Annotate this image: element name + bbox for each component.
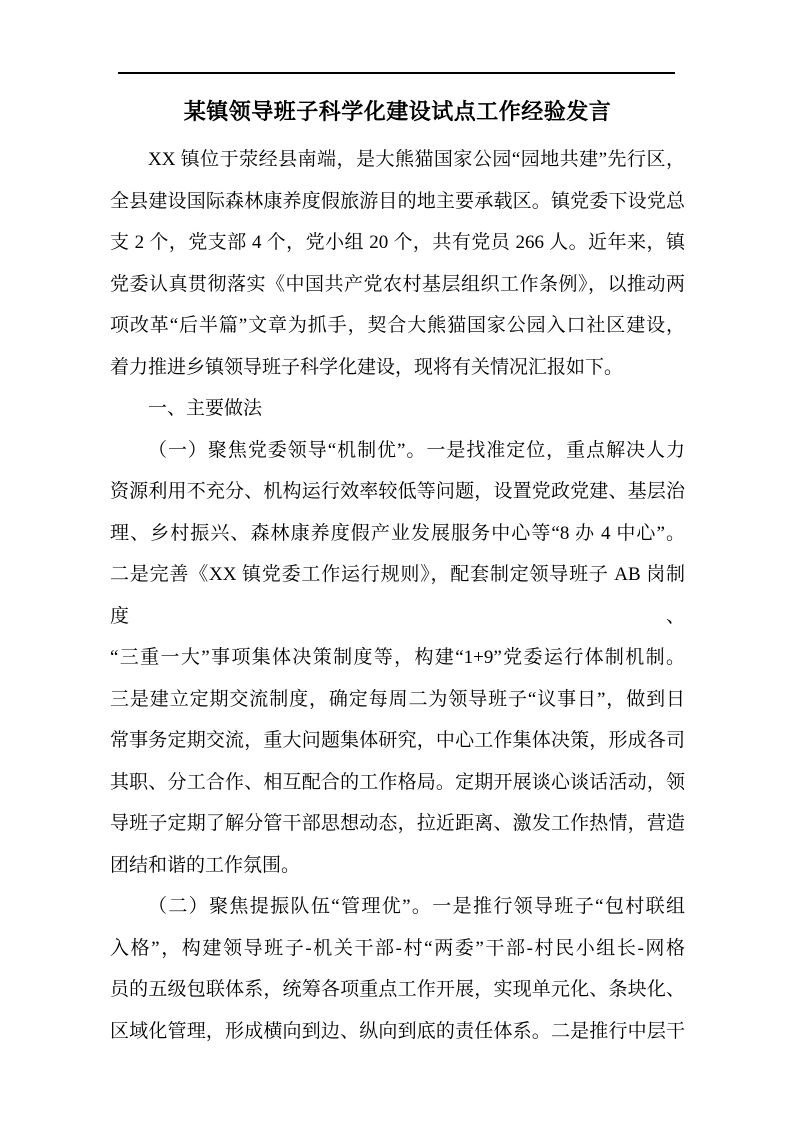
text-line: 导班子定期了解分管干部思想动态，拉近距离、激发工作热情，营造 bbox=[110, 813, 685, 834]
section-heading bbox=[110, 388, 685, 430]
text-line: 着力推进乡镇领导班子科学化建设，现将有关情况汇报如下。 bbox=[110, 356, 624, 378]
document-title: 某镇领导班子科学化建设试点工作经验发言 bbox=[183, 99, 612, 124]
text-line: 其职、分工合作、相互配合的工作格局。定期开展谈心谈话活动，领 bbox=[110, 771, 685, 793]
text-line: 员的五级包联体系，统筹各项重点工作开展，实现单元化、条块化、 bbox=[110, 979, 685, 1000]
text-line: 理、乡村振兴、森林康养度假产业发展服务中心等“8 办 4 中心”。 bbox=[110, 522, 685, 544]
paragraph bbox=[110, 886, 685, 1052]
text-line: 支 2 个，党支部 4 个，党小组 20 个，共有党员 266 人。近年来，镇 bbox=[110, 232, 685, 253]
text-line: XX 镇位于荥经县南端，是大熊猫国家公园“园地共建”先行区， bbox=[148, 149, 685, 170]
document-body bbox=[110, 139, 685, 1052]
text-line: 党委认真贯彻落实《中国共产党农村基层组织工作条例》，以推动两 bbox=[110, 273, 685, 295]
text-line: 常事务定期交流，重大问题集体研究，中心工作集体决策，形成各司 bbox=[110, 730, 685, 751]
text-line: 全县建设国际森林康养度假旅游目的地主要承载区。镇党委下设党总 bbox=[110, 190, 685, 212]
text-line: 入格”，构建领导班子-机关干部-村“两委”干部-村民小组长-网格 bbox=[110, 937, 685, 959]
text-line: 二是完善《XX 镇党委工作运行规则》，配套制定领导班子 AB 岗制度、 bbox=[110, 564, 685, 627]
text-line: 一、主要做法 bbox=[148, 398, 263, 419]
paragraph bbox=[110, 139, 685, 388]
text-line: “三重一大”事项集体决策制度等，构建“1+9”党委运行体制机制。 bbox=[110, 647, 685, 668]
text-line: 项改革“后半篇”文章为抓手，契合大熊猫国家公园入口社区建设， bbox=[110, 315, 685, 336]
text-line: 资源利用不充分、机构运行效率较低等问题，设置党政党建、基层治 bbox=[110, 481, 685, 502]
text-line: （二）聚焦提振队伍“管理优”。一是推行领导班子“包村联组 bbox=[148, 896, 685, 917]
text-line: （一）聚焦党委领导“机制优”。一是找准定位，重点解决人力 bbox=[148, 439, 685, 461]
paragraph bbox=[110, 430, 685, 887]
text-line: 三是建立定期交流制度，确定每周二为领导班子“议事日”，做到日 bbox=[110, 688, 685, 710]
text-line: 区域化管理，形成横向到边、纵向到底的责任体系。二是推行中层干 bbox=[110, 1020, 685, 1042]
text-line: 团结和谐的工作氛围。 bbox=[110, 854, 301, 876]
title-separator-line bbox=[118, 72, 675, 74]
